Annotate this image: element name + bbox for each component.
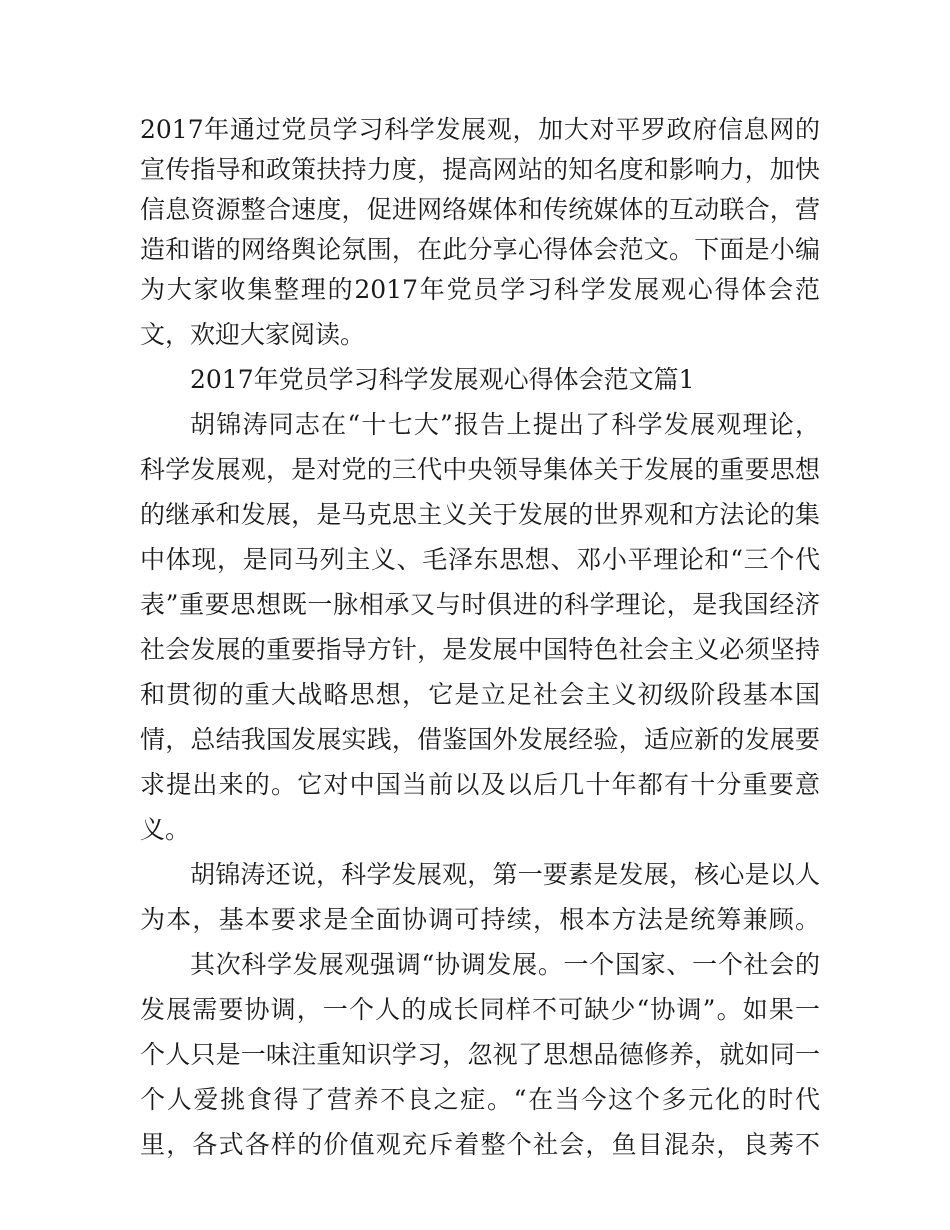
text-line: 科学发展观，是对党的三代中央领导集体关于发展的重要思想 (140, 455, 820, 484)
text-line: 中体现，是同马列主义、毛泽东思想、邓小平理论和“三个代 (140, 545, 820, 574)
text-line: 和贯彻的重大战略思想，它是立足社会主义初级阶段基本国 (140, 680, 820, 709)
text-line: 表”重要思想既一脉相承又与时俱进的科学理论，是我国经济 (140, 590, 820, 619)
paragraph-first-line: 胡锦涛还说，科学发展观，第一要素是发展，核心是以人 (190, 860, 820, 889)
text-line: 个人只是一味注重知识学习，忽视了思想品德修养，就如同一 (140, 1040, 820, 1069)
text-line: 为本，基本要求是全面协调可持续，根本方法是统筹兼顾。 (140, 905, 820, 934)
text-line: 文，欢迎大家阅读。 (140, 320, 366, 349)
text-line: 宣传指导和政策扶持力度，提高网站的知名度和影响力，加快 (140, 155, 820, 184)
section-heading: 2017年党员学习科学发展观心得体会范文篇1 (190, 365, 695, 394)
text-line: 个人爱挑食得了营养不良之症。“在当今这个多元化的时代 (140, 1085, 820, 1114)
text-line: 社会发展的重要指导方针，是发展中国特色社会主义必须坚持 (140, 635, 820, 664)
text-line: 义。 (140, 815, 191, 844)
text-line: 的继承和发展，是马克思主义关于发展的世界观和方法论的集 (140, 500, 820, 529)
text-line: 造和谐的网络舆论氛围，在此分享心得体会范文。下面是小编 (140, 235, 820, 264)
text-line: 2017年通过党员学习科学发展观，加大对平罗政府信息网的 (140, 115, 820, 144)
text-line: 情，总结我国发展实践，借鉴国外发展经验，适应新的发展要 (140, 725, 820, 754)
paragraph-first-line: 其次科学发展观强调“协调发展。一个国家、一个社会的 (190, 950, 820, 979)
text-line: 里，各式各样的价值观充斥着整个社会，鱼目混杂，良莠不 (140, 1130, 820, 1159)
text-line: 为大家收集整理的2017年党员学习科学发展观心得体会范 (140, 275, 820, 304)
text-line: 信息资源整合速度，促进网络媒体和传统媒体的互动联合，营 (140, 195, 820, 224)
text-line: 求提出来的。它对中国当前以及以后几十年都有十分重要意 (140, 770, 820, 799)
text-line: 发展需要协调，一个人的成长同样不可缺少“协调”。如果一 (140, 995, 820, 1024)
paragraph-first-line: 胡锦涛同志在“十七大”报告上提出了科学发展观理论， (190, 410, 820, 439)
